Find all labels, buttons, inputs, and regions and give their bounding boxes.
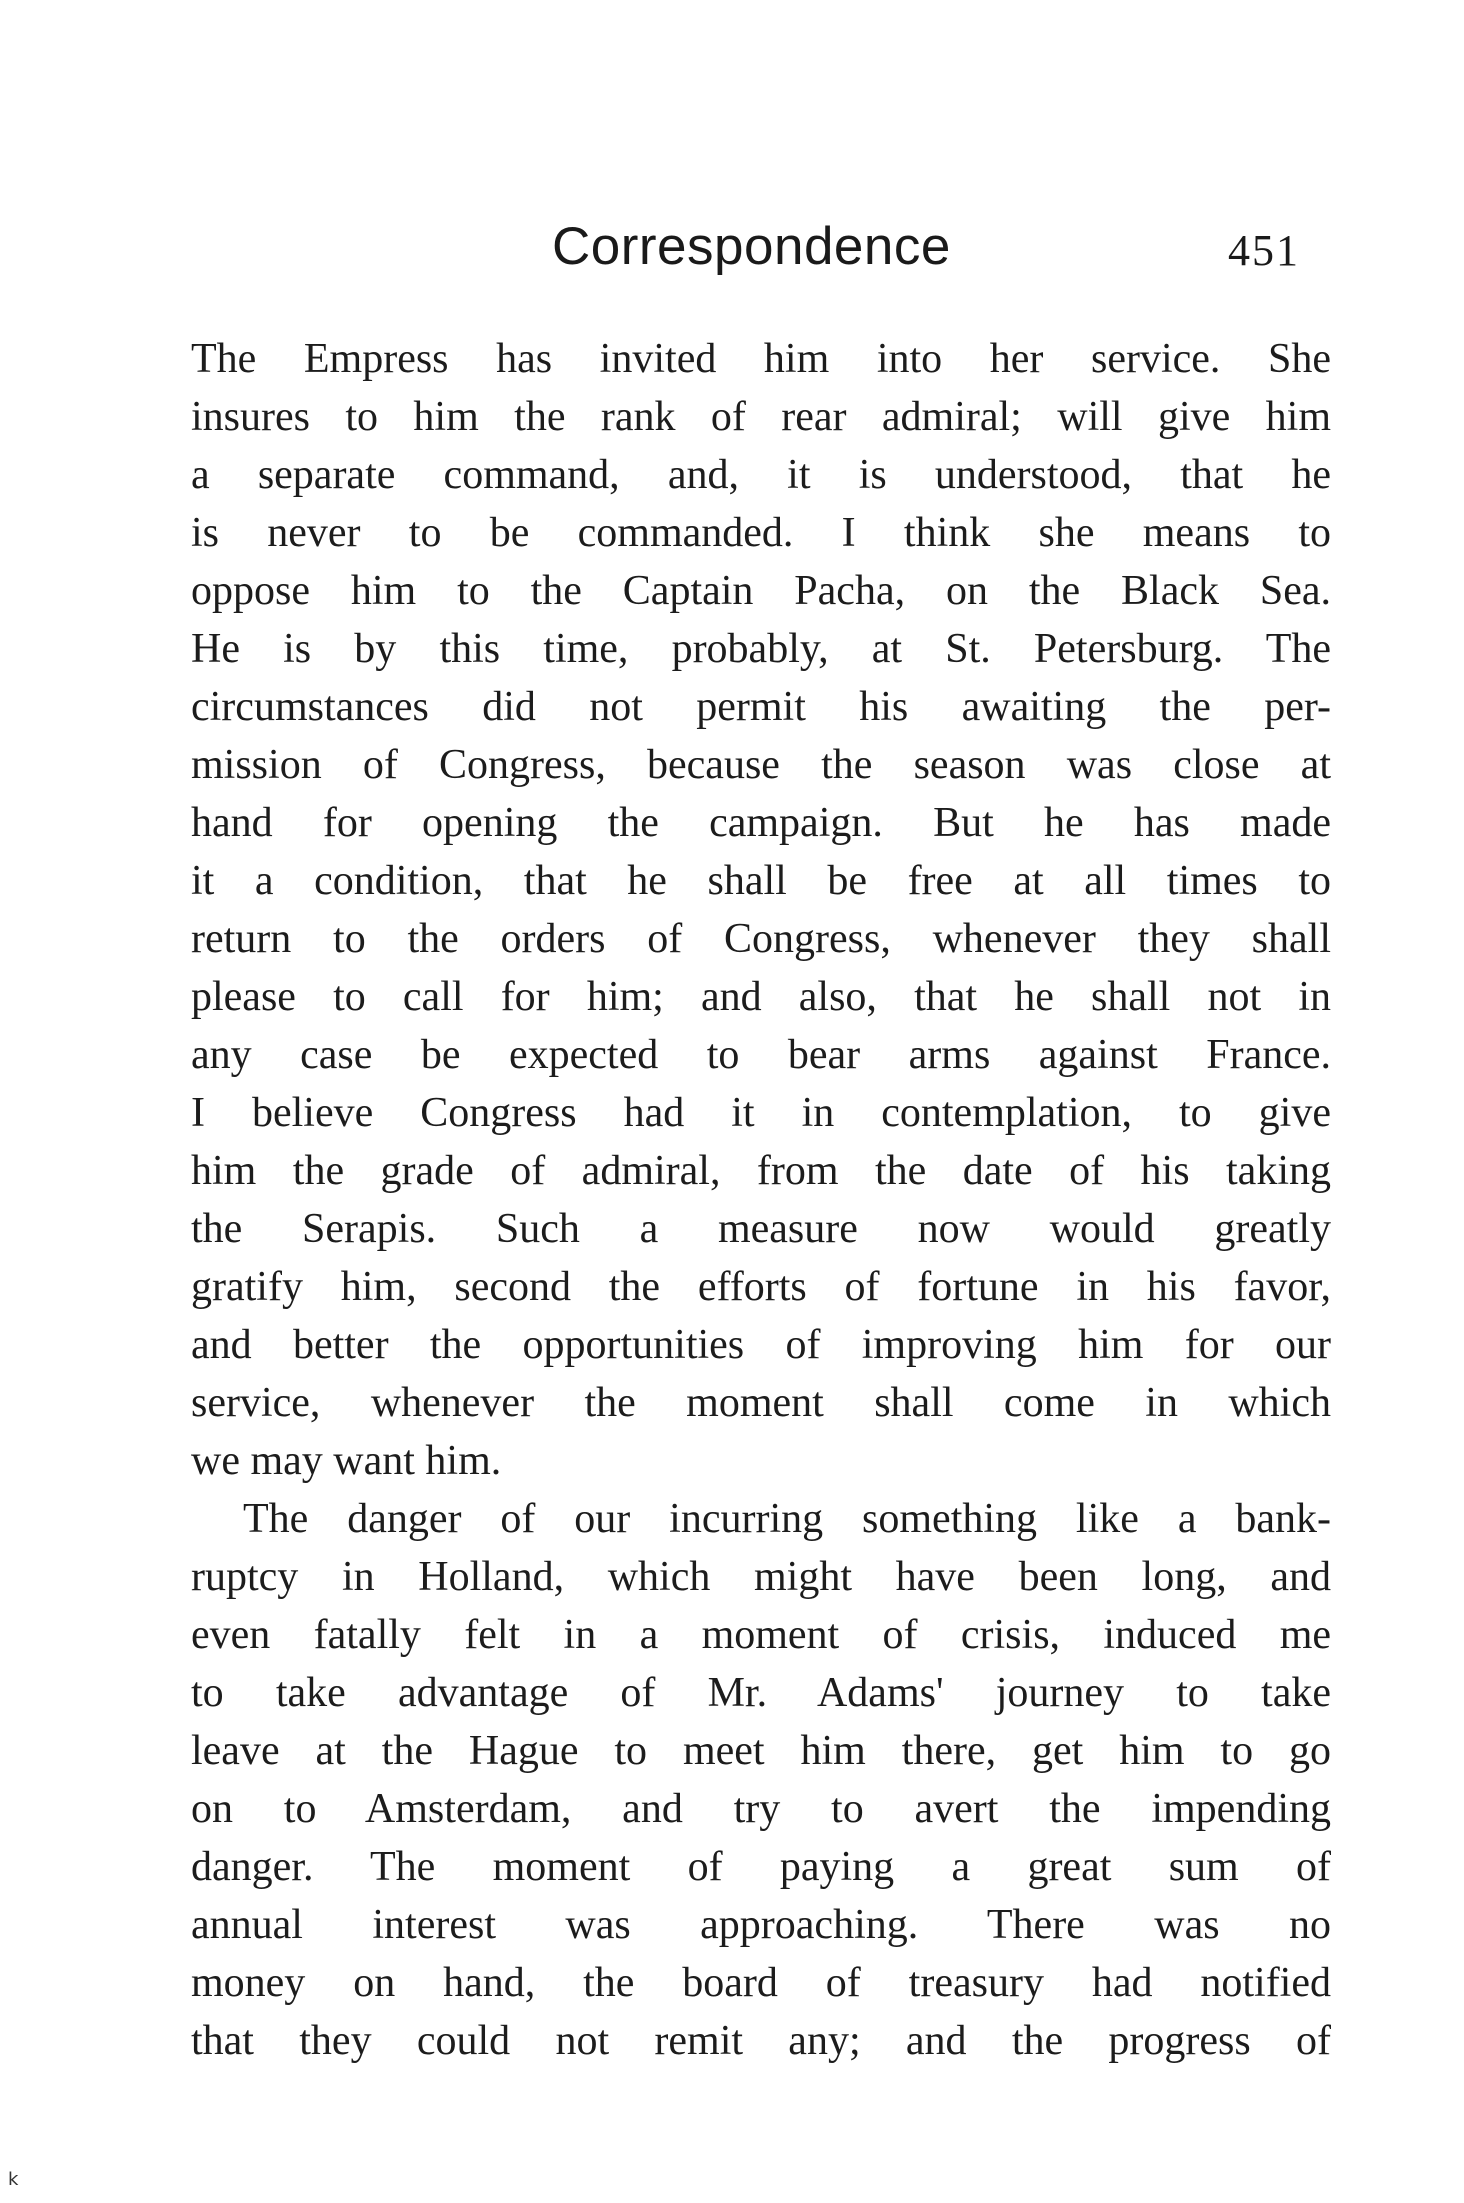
text-line: oppose him to the Captain Pacha, on the Black Sea.	[191, 568, 1331, 614]
text-line: hand for opening the campaign. But he has made	[191, 800, 1331, 846]
body-text	[191, 330, 1331, 2070]
running-head	[0, 212, 1464, 282]
text-line: return to the orders of Congress, whenever they shall	[191, 916, 1331, 962]
text-line: him the grade of admiral, from the date of his taking	[191, 1148, 1331, 1194]
text-line: gratify him, second the efforts of fortune in his favor,	[191, 1264, 1331, 1310]
text-line: annual interest was approaching. There was no	[191, 1902, 1331, 1948]
text-line: the Serapis. Such a measure now would greatly	[191, 1206, 1331, 1252]
text-line: even fatally felt in a moment of crisis, induced me	[191, 1612, 1331, 1658]
text-line: that they could not remit any; and the progress of	[191, 2018, 1331, 2064]
text-line: to take advantage of Mr. Adams' journey to take	[191, 1670, 1331, 1716]
text-line: I believe Congress had it in contemplation, to give	[191, 1090, 1331, 1136]
text-line: is never to be commanded. I think she means to	[191, 510, 1331, 556]
text-line: and better the opportunities of improving him for our	[191, 1322, 1331, 1368]
page-number: 451	[1228, 226, 1300, 275]
text-line: danger. The moment of paying a great sum of	[191, 1844, 1331, 1890]
text-line: mission of Congress, because the season was close at	[191, 742, 1331, 788]
text-line: insures to him the rank of rear admiral; will give him	[191, 394, 1331, 440]
text-line: a separate command, and, it is understood, that he	[191, 452, 1331, 498]
margin-mark: k	[8, 2169, 19, 2190]
text-line: ruptcy in Holland, which might have been long, and	[191, 1554, 1331, 1600]
text-line: The Empress has invited him into her service. She	[191, 336, 1331, 382]
text-line: we may want him.	[191, 1438, 502, 1484]
text-line: it a condition, that he shall be free at all times to	[191, 858, 1331, 904]
text-line: service, whenever the moment shall come in which	[191, 1380, 1331, 1426]
text-line: The danger of our incurring something like a bank-	[243, 1496, 1331, 1542]
text-line: leave at the Hague to meet him there, get him to go	[191, 1728, 1331, 1774]
running-head-title: Correspondence	[552, 217, 951, 276]
text-line: any case be expected to bear arms against France.	[191, 1032, 1331, 1078]
text-line: He is by this time, probably, at St. Petersburg. The	[191, 626, 1331, 672]
text-line: money on hand, the board of treasury had notified	[191, 1960, 1331, 2006]
text-line: circumstances did not permit his awaiting the per-	[191, 684, 1331, 730]
text-line: please to call for him; and also, that he shall not in	[191, 974, 1331, 1020]
text-line: on to Amsterdam, and try to avert the impending	[191, 1786, 1331, 1832]
